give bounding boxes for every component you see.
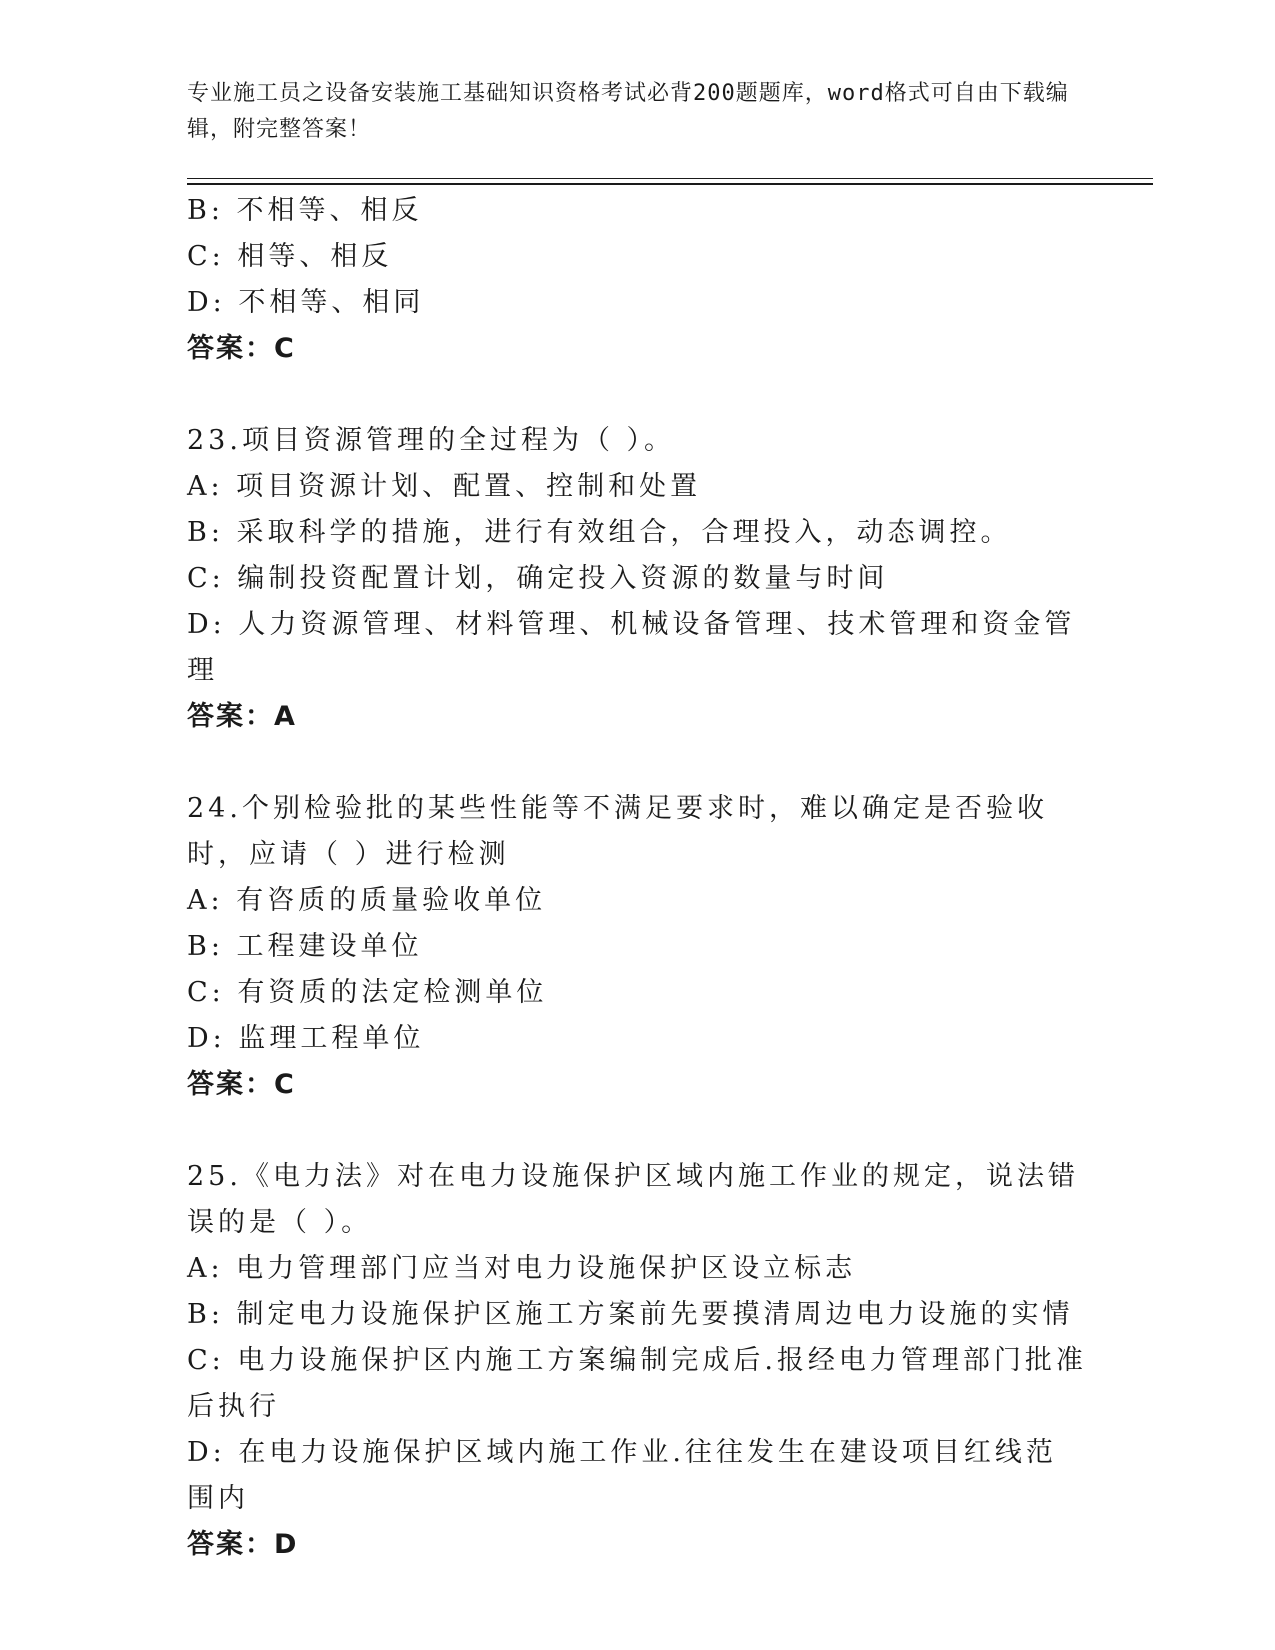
- header-rule-thick: [187, 183, 1153, 185]
- spacer: [187, 372, 1087, 418]
- option-b: B: 采取科学的措施，进行有效组合，合理投入，动态调控。: [187, 517, 1012, 548]
- spacer: [187, 740, 1087, 786]
- option-b: B: 工程建设单位: [187, 931, 423, 962]
- option-a: A: 有咨质的质量验收单位: [187, 885, 547, 916]
- option-b: B: 不相等、相反: [187, 195, 423, 226]
- question-block-25: [187, 1154, 1087, 1568]
- answer-line: 答案：A: [187, 701, 297, 732]
- document-title: 专业施工员之设备安装施工基础知识资格考试必背200题题库，word格式可自由下载编辑，附完整答案！: [187, 81, 1069, 142]
- option-c: C: 有资质的法定检测单位: [187, 977, 548, 1008]
- document-header: [187, 76, 1087, 148]
- answer-line: 答案：C: [187, 333, 296, 364]
- question-stem: 23.项目资源管理的全过程为（ ）。: [187, 425, 676, 456]
- question-stem: 24.个别检验批的某些性能等不满足要求时，难以确定是否验收时，应请（ ）进行检测: [187, 793, 1048, 870]
- option-d: D: 不相等、相同: [187, 287, 425, 318]
- question-stem: 25.《电力法》对在电力设施保护区域内施工作业的规定，说法错误的是（ ）。: [187, 1161, 1079, 1238]
- header-rule-thin: [187, 178, 1153, 179]
- question-block-23: [187, 418, 1087, 740]
- option-a: A: 项目资源计划、配置、控制和处置: [187, 471, 702, 502]
- question-content: [187, 188, 1087, 1568]
- option-c: C: 相等、相反: [187, 241, 393, 272]
- option-d: D: 人力资源管理、材料管理、机械设备管理、技术管理和资金管理: [187, 609, 1076, 686]
- option-c: C: 电力设施保护区内施工方案编制完成后.报经电力管理部门批准后执行: [187, 1345, 1087, 1422]
- previous-question-block: [187, 188, 1087, 372]
- option-d: D: 监理工程单位: [187, 1023, 425, 1054]
- option-b: B: 制定电力设施保护区施工方案前先要摸清周边电力设施的实情: [187, 1299, 1074, 1330]
- option-a: A: 电力管理部门应当对电力设施保护区设立标志: [187, 1253, 857, 1284]
- answer-line: 答案：C: [187, 1069, 296, 1100]
- option-d: D: 在电力设施保护区域内施工作业.往往发生在建设项目红线范围内: [187, 1437, 1057, 1514]
- answer-line: 答案：D: [187, 1529, 299, 1560]
- question-block-24: [187, 786, 1087, 1108]
- spacer: [187, 1108, 1087, 1154]
- option-c: C: 编制投资配置计划，确定投入资源的数量与时间: [187, 563, 889, 594]
